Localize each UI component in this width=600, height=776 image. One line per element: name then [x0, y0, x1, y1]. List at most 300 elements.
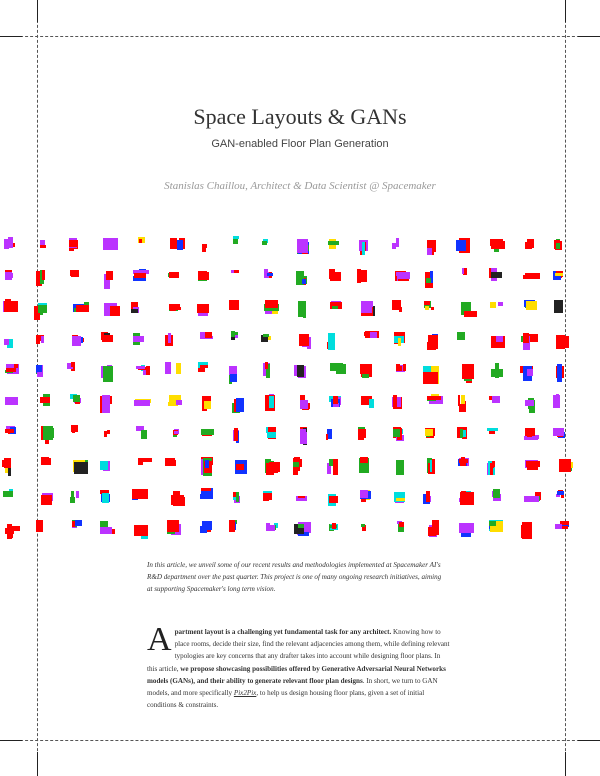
room-block — [490, 239, 503, 246]
room-block — [136, 366, 145, 369]
room-block — [266, 523, 270, 526]
room-block — [4, 301, 18, 312]
floor-plan-thumbnail — [35, 364, 43, 378]
floor-plan-thumbnail — [133, 268, 150, 283]
floor-plan-thumbnail — [265, 427, 276, 440]
room-block — [100, 461, 108, 470]
body-bold-text: we propose showcasing possibilities offered by Generative Adversarial Neural Networks models (GANs), and their ability to generate relevant floor plan designs — [147, 664, 446, 685]
floor-plan-thumbnail — [167, 520, 182, 535]
room-block — [4, 458, 11, 468]
floor-plan-thumbnail — [72, 520, 82, 528]
floor-plan-thumbnail — [72, 300, 89, 314]
crop-mark-bl-v — [37, 752, 38, 776]
room-block — [359, 270, 367, 282]
room-block — [431, 307, 434, 310]
floor-plan-thumbnail — [102, 237, 118, 250]
floor-plan-thumbnail — [5, 270, 13, 281]
room-block — [76, 491, 79, 498]
floor-plan-thumbnail — [69, 425, 78, 434]
floor-plan-thumbnail — [523, 270, 540, 279]
floor-plan-thumbnail — [3, 237, 15, 251]
room-block — [360, 457, 368, 463]
floor-plan-thumbnail — [69, 270, 79, 278]
floor-plan-grid-figure — [0, 230, 600, 545]
room-block — [399, 522, 404, 527]
room-block — [134, 273, 146, 278]
floor-plan-thumbnail — [4, 334, 15, 353]
floor-plan-thumbnail — [232, 236, 241, 244]
room-block — [523, 333, 529, 343]
body-paragraph — [147, 621, 452, 711]
floor-plan-thumbnail — [104, 303, 120, 319]
floor-plan-thumbnail — [168, 428, 180, 437]
crop-mark-tr-v — [565, 0, 566, 22]
room-block — [169, 272, 174, 278]
room-block — [490, 302, 496, 308]
room-block — [133, 336, 144, 342]
floor-plan-thumbnail — [391, 238, 400, 250]
room-block — [5, 272, 12, 280]
room-block — [298, 496, 305, 498]
room-block — [362, 242, 365, 255]
floor-plan-thumbnail — [329, 523, 338, 531]
room-block — [4, 239, 9, 249]
room-block — [393, 395, 397, 409]
room-block — [491, 272, 502, 278]
room-block — [100, 527, 112, 534]
floor-plan-thumbnail — [101, 331, 113, 343]
room-block — [393, 429, 400, 437]
room-block — [234, 270, 239, 273]
room-block — [102, 335, 113, 342]
floor-plan-thumbnail — [293, 457, 302, 475]
room-block — [43, 426, 53, 440]
room-block — [234, 428, 238, 441]
floor-plan-thumbnail — [330, 362, 346, 374]
room-block — [41, 495, 52, 505]
floor-plan-thumbnail — [36, 520, 45, 536]
floor-plan-thumbnail — [556, 334, 571, 349]
floor-plan-thumbnail — [393, 427, 404, 441]
floor-plan-thumbnail — [427, 458, 435, 475]
room-block — [12, 526, 20, 531]
room-block — [333, 396, 338, 404]
room-block — [369, 399, 374, 408]
room-block — [361, 302, 372, 313]
floor-plan-thumbnail — [169, 490, 185, 506]
room-block — [72, 521, 75, 527]
room-block — [236, 398, 244, 412]
room-block — [231, 337, 235, 340]
room-block — [523, 275, 534, 279]
floor-plan-thumbnail — [458, 395, 466, 412]
room-block — [425, 429, 433, 436]
room-block — [428, 335, 438, 349]
room-block — [204, 401, 211, 409]
room-block — [498, 302, 503, 306]
floor-plan-thumbnail — [359, 240, 369, 256]
lead-bold-text: partment layout is a challenging yet fundamental task for any architect. — [174, 628, 392, 636]
floor-plan-thumbnail — [427, 334, 438, 351]
floor-plan-thumbnail — [200, 396, 215, 412]
room-block — [263, 334, 269, 337]
room-block — [165, 362, 171, 374]
crop-mark-bl-h — [0, 740, 22, 741]
floor-plan-thumbnail — [329, 268, 341, 282]
room-block — [462, 268, 464, 274]
room-block — [110, 306, 120, 316]
floor-plan-thumbnail — [293, 492, 307, 501]
floor-plan-thumbnail — [553, 394, 561, 408]
floor-plan-thumbnail — [395, 521, 407, 532]
room-block — [460, 459, 466, 466]
room-block — [102, 493, 109, 503]
room-block — [392, 243, 396, 249]
bottom-frame-line — [0, 740, 600, 741]
floor-plan-thumbnail — [231, 397, 247, 413]
room-block — [200, 365, 208, 368]
room-block — [4, 339, 9, 345]
floor-plan-thumbnail — [263, 489, 276, 501]
room-block — [555, 524, 562, 529]
room-block — [326, 434, 328, 440]
floor-plan-thumbnail — [136, 426, 148, 439]
floor-plan-thumbnail — [229, 520, 237, 532]
floor-plan-thumbnail — [231, 331, 240, 341]
floor-plan-thumbnail — [492, 489, 501, 503]
room-block — [360, 364, 372, 374]
room-block — [36, 520, 43, 532]
room-block — [361, 524, 365, 527]
room-block — [299, 334, 309, 346]
floor-plan-thumbnail — [200, 520, 212, 534]
floor-plan-thumbnail — [520, 363, 534, 381]
room-block — [41, 336, 44, 343]
room-block — [522, 522, 532, 539]
floor-plan-thumbnail — [5, 364, 19, 374]
floor-plan-thumbnail — [99, 490, 110, 503]
floor-plan-thumbnail — [395, 270, 410, 281]
floor-plan-thumbnail — [164, 362, 181, 377]
room-block — [527, 463, 538, 470]
room-block — [554, 300, 563, 313]
room-block — [336, 364, 346, 374]
floor-plan-thumbnail — [265, 394, 277, 411]
room-block — [103, 238, 118, 250]
body-text-1: Knowing how to place rooms, decide their size, find the relevant adjacencies among them, while defining relevant typologies are key concerns that any drafter takes into account while designing floor plans. In this article, — [147, 628, 450, 673]
floor-plan-thumbnail — [520, 522, 537, 541]
floor-plan-thumbnail — [168, 395, 182, 409]
body-text-2: . In short, we turn to GAN models, and more specifically — [147, 676, 438, 698]
room-block — [527, 369, 533, 376]
floor-plan-thumbnail — [456, 427, 467, 440]
room-block — [8, 533, 13, 538]
floor-plan-thumbnail — [556, 457, 573, 472]
floor-plan-thumbnail — [525, 460, 540, 470]
room-block — [557, 491, 564, 495]
floor-plan-thumbnail — [359, 522, 367, 531]
room-block — [493, 489, 500, 498]
room-block — [456, 240, 466, 251]
floor-plan-thumbnail — [234, 460, 247, 477]
room-block — [496, 336, 503, 342]
floor-plan-thumbnail — [490, 334, 505, 353]
floor-plan-thumbnail — [294, 522, 311, 536]
floor-plan-thumbnail — [70, 394, 81, 404]
room-block — [397, 272, 410, 279]
floor-plan-thumbnail — [328, 396, 341, 409]
floor-plan-thumbnail — [2, 299, 18, 312]
room-block — [177, 240, 183, 250]
floor-plan-thumbnail — [427, 240, 437, 255]
floor-plan-thumbnail — [200, 488, 213, 499]
room-block — [333, 459, 338, 475]
floor-plan-thumbnail — [521, 396, 535, 413]
room-block — [490, 463, 494, 468]
room-block — [425, 306, 429, 310]
floor-plan-thumbnail — [36, 270, 46, 287]
room-block — [328, 241, 339, 245]
floor-plan-thumbnail — [457, 331, 469, 340]
room-block — [427, 396, 441, 400]
floor-plan-thumbnail — [425, 428, 438, 438]
floor-plan-thumbnail — [458, 457, 469, 466]
floor-plan-thumbnail — [40, 457, 51, 469]
floor-plan-thumbnail — [229, 366, 239, 385]
crop-mark-tl-v — [37, 0, 38, 22]
room-block — [139, 239, 142, 243]
floor-plan-thumbnail — [325, 428, 333, 440]
room-block — [202, 521, 212, 530]
floor-plan-thumbnail — [553, 428, 566, 438]
room-block — [487, 428, 498, 431]
floor-plan-thumbnail — [392, 492, 405, 503]
room-block — [40, 245, 46, 248]
floor-plan-thumbnail — [72, 460, 88, 474]
room-block — [396, 366, 402, 371]
floor-plan-thumbnail — [70, 490, 79, 505]
room-block — [396, 460, 402, 474]
room-block — [556, 394, 559, 406]
floor-plan-thumbnail — [5, 426, 16, 434]
floor-plan-thumbnail — [359, 457, 370, 476]
room-block — [300, 400, 308, 409]
floor-plan-thumbnail — [361, 301, 375, 317]
room-block — [104, 431, 107, 437]
pix2pix-link[interactable]: Pix2Pix — [233, 689, 257, 698]
floor-plan-thumbnail — [490, 238, 505, 252]
room-block — [71, 362, 75, 367]
floor-plan-thumbnail — [69, 237, 79, 251]
room-block — [460, 429, 463, 438]
floor-plan-thumbnail — [72, 334, 84, 346]
room-block — [205, 460, 209, 468]
room-block — [396, 498, 405, 501]
floor-plan-thumbnail — [34, 301, 47, 320]
room-block — [231, 300, 237, 304]
room-block — [201, 429, 214, 435]
body-text-3: , to help us design housing floor plans, given a set of initial conditions & constraints. — [147, 689, 425, 710]
floor-plan-thumbnail — [103, 428, 111, 437]
floor-plan-thumbnail — [556, 363, 565, 382]
article-author: Stanislas Chaillou, Architect & Data Scientist @ Spacemaker — [164, 180, 436, 192]
room-block — [38, 305, 47, 313]
floor-plan-thumbnail — [358, 426, 367, 441]
top-frame-line — [0, 36, 600, 37]
floor-plan-thumbnail — [198, 271, 209, 281]
room-block — [200, 332, 205, 339]
room-block — [553, 428, 564, 436]
floor-plan-thumbnail — [395, 459, 405, 475]
article-subtitle: GAN-enabled Floor Plan Generation — [211, 138, 389, 150]
floor-plan-thumbnail — [423, 366, 439, 385]
floor-plan-thumbnail — [521, 333, 538, 350]
floor-plan-thumbnail — [395, 364, 406, 372]
room-block — [491, 369, 503, 377]
floor-plan-thumbnail — [297, 238, 309, 256]
floor-plan-thumbnail — [200, 457, 214, 476]
room-block — [525, 242, 532, 249]
crop-mark-br-v — [565, 752, 566, 776]
floor-plan-thumbnail — [426, 520, 439, 537]
floor-plan-thumbnail — [293, 365, 308, 379]
room-block — [557, 364, 562, 382]
crop-mark-tr-h — [578, 36, 600, 37]
room-block — [332, 306, 338, 309]
room-block — [265, 362, 268, 369]
floor-plan-thumbnail — [131, 301, 139, 314]
floor-plan-thumbnail — [67, 362, 77, 373]
floor-plan-thumbnail — [135, 365, 150, 376]
room-block — [300, 432, 307, 444]
floor-plan-thumbnail — [392, 394, 403, 409]
room-block — [167, 520, 179, 532]
room-block — [173, 491, 180, 506]
floor-plan-thumbnail — [2, 458, 11, 477]
room-block — [37, 372, 43, 377]
floor-plan-thumbnail — [359, 490, 371, 502]
floor-plan-thumbnail — [164, 333, 173, 347]
room-block — [492, 396, 500, 403]
floor-plan-thumbnail — [201, 429, 215, 437]
room-block — [202, 246, 206, 252]
floor-plan-thumbnail — [169, 238, 186, 251]
floor-plan-thumbnail — [134, 396, 151, 406]
room-block — [459, 523, 474, 533]
floor-plan-thumbnail — [132, 489, 149, 504]
room-block — [71, 425, 78, 432]
room-block — [329, 269, 335, 274]
room-block — [229, 521, 235, 532]
floor-plan-thumbnail — [169, 303, 181, 311]
room-block — [559, 459, 571, 472]
room-block — [524, 496, 539, 502]
room-block — [170, 238, 177, 249]
room-block — [42, 270, 45, 280]
room-block — [432, 459, 435, 469]
floor-plan-thumbnail — [103, 271, 114, 289]
room-block — [3, 491, 13, 497]
room-block — [132, 489, 148, 499]
floor-plan-thumbnail — [391, 300, 402, 318]
floor-plan-thumbnail — [299, 427, 307, 445]
floor-plan-thumbnail — [327, 333, 336, 351]
room-block — [557, 336, 569, 348]
room-block — [272, 301, 278, 305]
room-block — [460, 492, 474, 505]
floor-plan-thumbnail — [488, 520, 503, 534]
floor-plan-thumbnail — [456, 238, 471, 254]
room-block — [271, 465, 278, 473]
room-block — [428, 374, 434, 381]
room-block — [103, 366, 113, 382]
floor-plan-thumbnail — [201, 239, 209, 253]
room-block — [134, 525, 148, 536]
floor-plan-thumbnail — [233, 428, 241, 443]
room-block — [293, 462, 299, 467]
room-block — [529, 334, 538, 342]
room-block — [102, 395, 110, 413]
room-block — [427, 248, 432, 255]
floor-plan-thumbnail — [266, 523, 279, 531]
room-block — [230, 374, 237, 382]
room-block — [72, 336, 81, 346]
room-block — [329, 496, 338, 503]
room-block — [361, 429, 366, 438]
floor-plan-thumbnail — [167, 270, 179, 278]
floor-plan-thumbnail — [4, 397, 18, 408]
room-block — [48, 458, 51, 465]
room-block — [176, 363, 181, 374]
room-block — [197, 304, 209, 313]
floor-plan-thumbnail — [361, 396, 374, 410]
room-block — [263, 493, 272, 500]
room-block — [168, 333, 171, 343]
room-block — [425, 283, 433, 288]
room-block — [457, 332, 465, 340]
floor-plan-thumbnail — [489, 396, 500, 406]
floor-plan-thumbnail — [36, 334, 46, 345]
floor-plan-thumbnail — [490, 363, 504, 382]
room-block — [76, 305, 89, 312]
room-block — [462, 364, 474, 379]
floor-plan-thumbnail — [39, 492, 53, 507]
room-block — [75, 520, 82, 526]
floor-plan-thumbnail — [328, 491, 339, 510]
room-block — [236, 492, 239, 502]
room-block — [141, 430, 147, 439]
room-block — [370, 332, 377, 338]
room-block — [176, 400, 182, 405]
floor-plan-thumbnail — [554, 239, 562, 250]
room-block — [360, 490, 368, 498]
floor-plan-thumbnail — [459, 268, 468, 276]
floor-plan-thumbnail — [197, 303, 213, 317]
room-block — [267, 432, 276, 438]
room-block — [464, 311, 477, 317]
floor-plan-thumbnail — [299, 394, 310, 410]
room-block — [269, 396, 274, 408]
room-block — [430, 460, 432, 472]
floor-plan-thumbnail — [459, 522, 476, 540]
room-block — [69, 240, 78, 247]
room-block — [298, 301, 306, 317]
floor-plan-thumbnail — [424, 300, 434, 310]
room-block — [201, 491, 213, 499]
room-block — [134, 400, 150, 406]
floor-plan-thumbnail — [296, 271, 307, 286]
floor-plan-thumbnail — [487, 428, 501, 436]
